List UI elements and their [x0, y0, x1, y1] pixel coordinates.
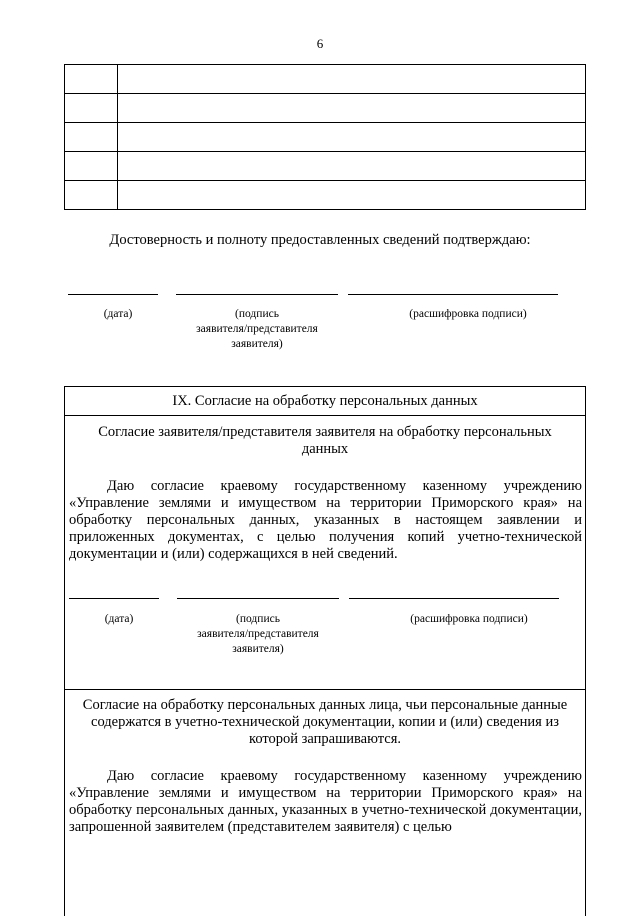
table-row	[65, 152, 586, 181]
table-cell	[65, 94, 118, 123]
date-line	[68, 294, 158, 295]
divider	[65, 415, 585, 416]
signature-label	[176, 307, 338, 352]
decode-line	[348, 294, 558, 295]
table-row	[65, 94, 586, 123]
table-row	[65, 123, 586, 152]
divider	[65, 689, 585, 690]
block1-text: Даю согласие краевому государственному казенному учреждению «Управление землями и имуществом на территории Приморского края» на обработку персональных данных, указанных в настоящем заявлении и приложенных документах, с целью получения копий учетно-технической документации и (или) содержащихся в ней сведений.	[69, 478, 582, 562]
signature-label-line: заявителя/представителя	[197, 628, 319, 640]
signature-label-line: (подпись	[235, 308, 279, 320]
table-cell	[118, 123, 586, 152]
decode-label: (расшифровка подписи)	[410, 613, 528, 625]
signature-label-line: заявителя)	[231, 338, 283, 350]
decode-line	[349, 598, 559, 599]
page-number: 6	[316, 36, 324, 51]
signature-label-line: заявителя/представителя	[196, 323, 318, 335]
date-label: (дата)	[104, 613, 134, 625]
table-cell	[65, 152, 118, 181]
signature-label-line: (подпись	[236, 613, 280, 625]
table-cell	[118, 65, 586, 94]
empty-table	[64, 64, 586, 210]
section-title: IX. Согласие на обработку персональных данных	[172, 393, 478, 409]
table-cell	[118, 152, 586, 181]
table-cell	[65, 123, 118, 152]
consent-section	[64, 386, 586, 916]
table-cell	[65, 181, 118, 210]
signature-label	[177, 612, 339, 657]
confirmation-text: Достоверность и полноту предоставленных сведений подтверждаю:	[109, 232, 531, 248]
table-row	[65, 181, 586, 210]
decode-label: (расшифровка подписи)	[409, 308, 527, 320]
block2-title: Согласие на обработку персональных данных лица, чьи персональные данные содержатся в учетно-технической документации, копии и (или) сведения из которой запрашиваются.	[82, 697, 568, 747]
table-cell	[118, 94, 586, 123]
date-line	[69, 598, 159, 599]
table-cell	[65, 65, 118, 94]
table-row	[65, 65, 586, 94]
signature-line	[176, 294, 338, 295]
table-cell	[118, 181, 586, 210]
signature-label-line: заявителя)	[232, 643, 284, 655]
block1-title: Согласие заявителя/представителя заявителя на обработку персональных данных	[98, 424, 552, 457]
signature-line	[177, 598, 339, 599]
block2-text: Даю согласие краевому государственному казенному учреждению «Управление землями и имуществом на территории Приморского края» на обработку персональных данных, указанных в учетно-технической документации, запрошенной заявителем (представителем заявителя) с целью	[69, 768, 582, 835]
date-label: (дата)	[103, 308, 133, 320]
